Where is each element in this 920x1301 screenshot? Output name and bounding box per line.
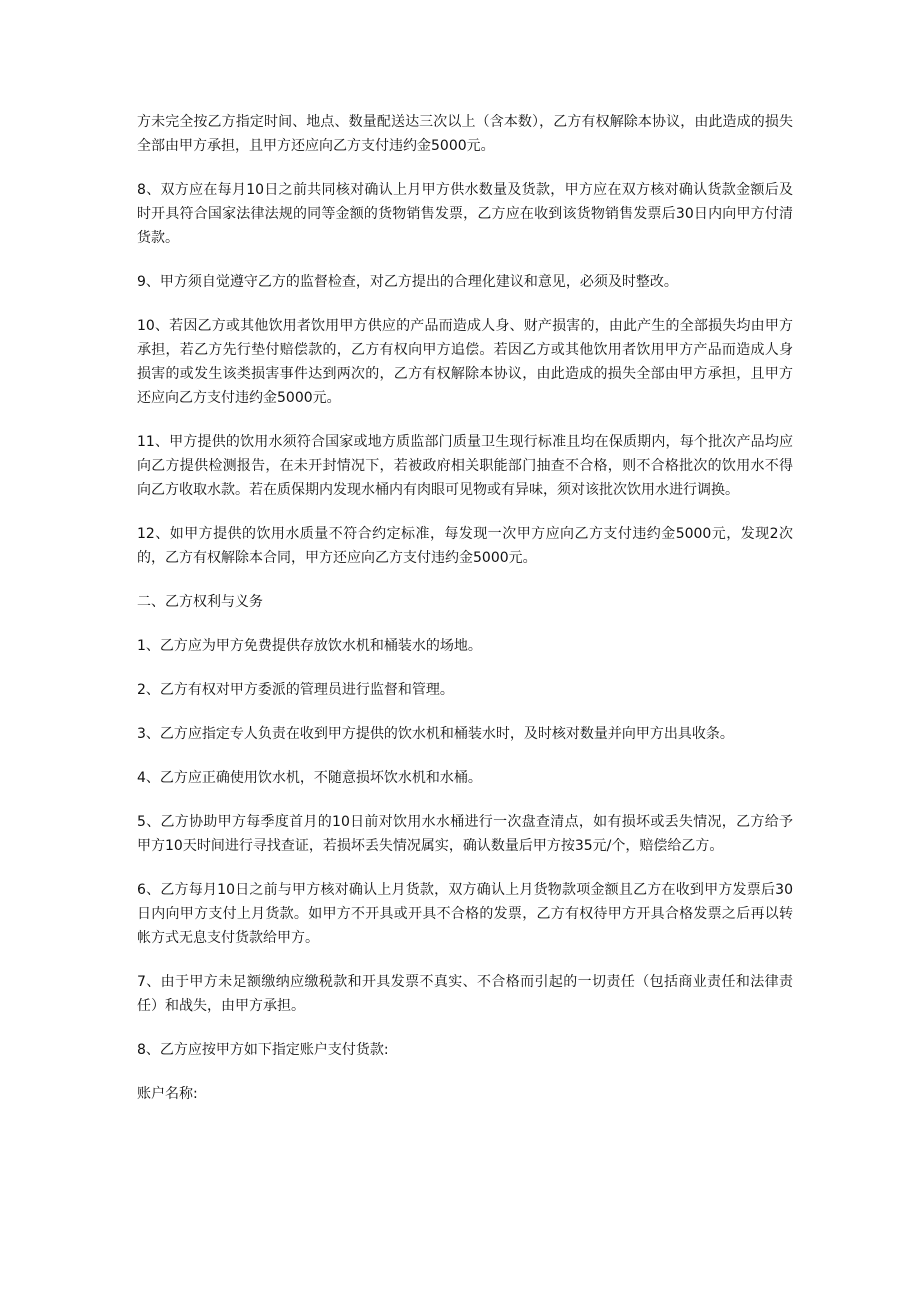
paragraph-clause-b7: 7、由于甲方未足额缴纳应缴税款和开具发票不真实、不合格而引起的一切责任（包括商业责任和法律责任）和战失，由甲方承担。: [137, 974, 793, 1014]
account-name-label: 账户名称:: [137, 1086, 198, 1102]
section-heading-party-b: 二、乙方权利与义务: [137, 594, 263, 610]
paragraph-clause-b8: 8、乙方应按甲方如下指定账户支付货款:: [137, 1042, 389, 1058]
paragraph-clause-b5: 5、乙方协助甲方每季度首月的10日前对饮用水水桶进行一次盘查清点，如有损坏或丢失情况，乙方给予甲方10天时间进行寻找查证，若损坏丢失情况属实，确认数量后甲方按35元/个，赔偿给乙方。: [137, 814, 793, 854]
document-page: [137, 110, 793, 1126]
paragraph-clause-b1: 1、乙方应为甲方免费提供存放饮水机和桶装水的场地。: [137, 638, 482, 654]
paragraph-clause-b2: 2、乙方有权对甲方委派的管理员进行监督和管理。: [137, 682, 454, 698]
paragraph-continuation: 方未完全按乙方指定时间、地点、数量配送达三次以上（含本数），乙方有权解除本协议，由此造成的损失全部由甲方承担，且甲方还应向乙方支付违约金5000元。: [137, 114, 793, 154]
paragraph-clause-b4: 4、乙方应正确使用饮水机，不随意损坏饮水机和水桶。: [137, 770, 482, 786]
paragraph-clause-b6: 6、乙方每月10日之前与甲方核对确认上月货款，双方确认上月货物款项金额且乙方在收到甲方发票后30日内向甲方支付上月货款。如甲方不开具或开具不合格的发票，乙方有权待甲方开具合格发票之后再以转帐方式无息支付货款给甲方。: [137, 882, 793, 946]
paragraph-clause-b3: 3、乙方应指定专人负责在收到甲方提供的饮水机和桶装水时，及时核对数量并向甲方出具收条。: [137, 726, 734, 742]
paragraph-clause-a9: 9、甲方须自觉遵守乙方的监督检查，对乙方提出的合理化建议和意见，必须及时整改。: [137, 274, 678, 290]
paragraph-clause-a8: 8、双方应在每月10日之前共同核对确认上月甲方供水数量及货款，甲方应在双方核对确认货款金额后及时开具符合国家法律法规的同等金额的货物销售发票，乙方应在收到该货物销售发票后30日内向甲方付清货款。: [137, 182, 793, 246]
paragraph-clause-a11: 11、甲方提供的饮用水须符合国家或地方质监部门质量卫生现行标准且均在保质期内，每个批次产品均应向乙方提供检测报告，在未开封情况下，若被政府相关职能部门抽查不合格，则不合格批次的饮用水不得向乙方收取水款。若在质保期内发现水桶内有肉眼可见物或有异味，须对该批次饮用水进行调换。: [137, 434, 793, 498]
paragraph-clause-a10: 10、若因乙方或其他饮用者饮用甲方供应的产品而造成人身、财产损害的，由此产生的全部损失均由甲方承担，若乙方先行垫付赔偿款的，乙方有权向甲方追偿。若因乙方或其他饮用者饮用甲方产品而造成人身损害的或发生该类损害事件达到两次的，乙方有权解除本协议，由此造成的损失全部由甲方承担，且甲方还应向乙方支付违约金5000元。: [137, 318, 793, 406]
paragraph-clause-a12: 12、如甲方提供的饮用水质量不符合约定标准，每发现一次甲方应向乙方支付违约金5000元，发现2次的，乙方有权解除本合同，甲方还应向乙方支付违约金5000元。: [137, 526, 793, 566]
